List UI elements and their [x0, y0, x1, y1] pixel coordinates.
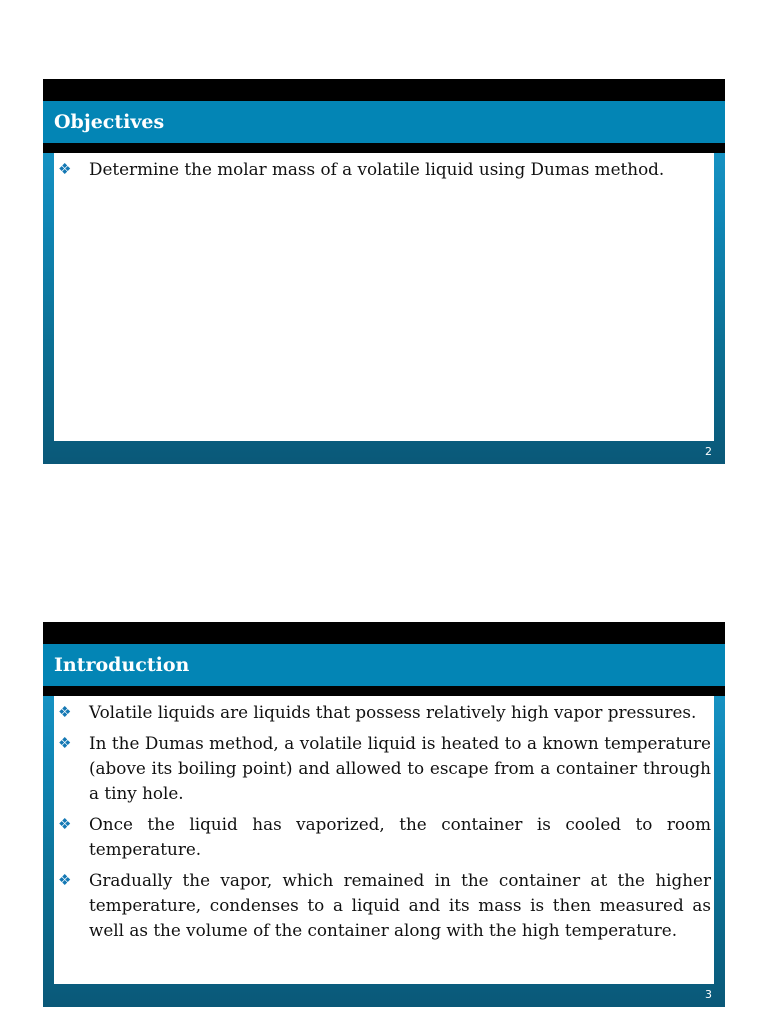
- bullet-item: [56, 157, 711, 182]
- bullet-item: [56, 868, 711, 943]
- bullet-item: [56, 812, 711, 862]
- diamond-bullet-icon: ❖: [58, 815, 72, 833]
- bullet-text: Once the liquid has vaporized, the container is cooled to room temperature.: [89, 814, 711, 859]
- slide-content: [54, 696, 714, 984]
- bullet-text: Volatile liquids are liquids that possess relatively high vapor pressures.: [89, 702, 697, 722]
- bullet-item: [56, 700, 711, 725]
- slide-objectives: [43, 79, 725, 464]
- page-number: 3: [705, 988, 712, 1001]
- diamond-bullet-icon: ❖: [58, 703, 72, 721]
- title-divider: [43, 143, 725, 153]
- page-number: 2: [705, 445, 712, 458]
- slide-title: Introduction: [43, 644, 725, 686]
- diamond-bullet-icon: ❖: [58, 160, 72, 178]
- bullet-text: Gradually the vapor, which remained in the container at the higher temperature, condenses to a liquid and its mass is then measured as well as the volume of the container along with the high temperature.: [89, 870, 711, 940]
- diamond-bullet-icon: ❖: [58, 871, 72, 889]
- slide-top-bar: [43, 622, 725, 644]
- slide-introduction: [43, 622, 725, 1007]
- slide-top-bar: [43, 79, 725, 101]
- bullet-item: [56, 731, 711, 806]
- bullet-text: In the Dumas method, a volatile liquid is heated to a known temperature (above its boiling point) and allowed to escape from a container through a tiny hole.: [89, 733, 711, 803]
- slide-content: [54, 153, 714, 441]
- diamond-bullet-icon: ❖: [58, 734, 72, 752]
- bullet-text: Determine the molar mass of a volatile liquid using Dumas method.: [89, 159, 665, 179]
- slide-title: Objectives: [43, 101, 725, 143]
- title-divider: [43, 686, 725, 696]
